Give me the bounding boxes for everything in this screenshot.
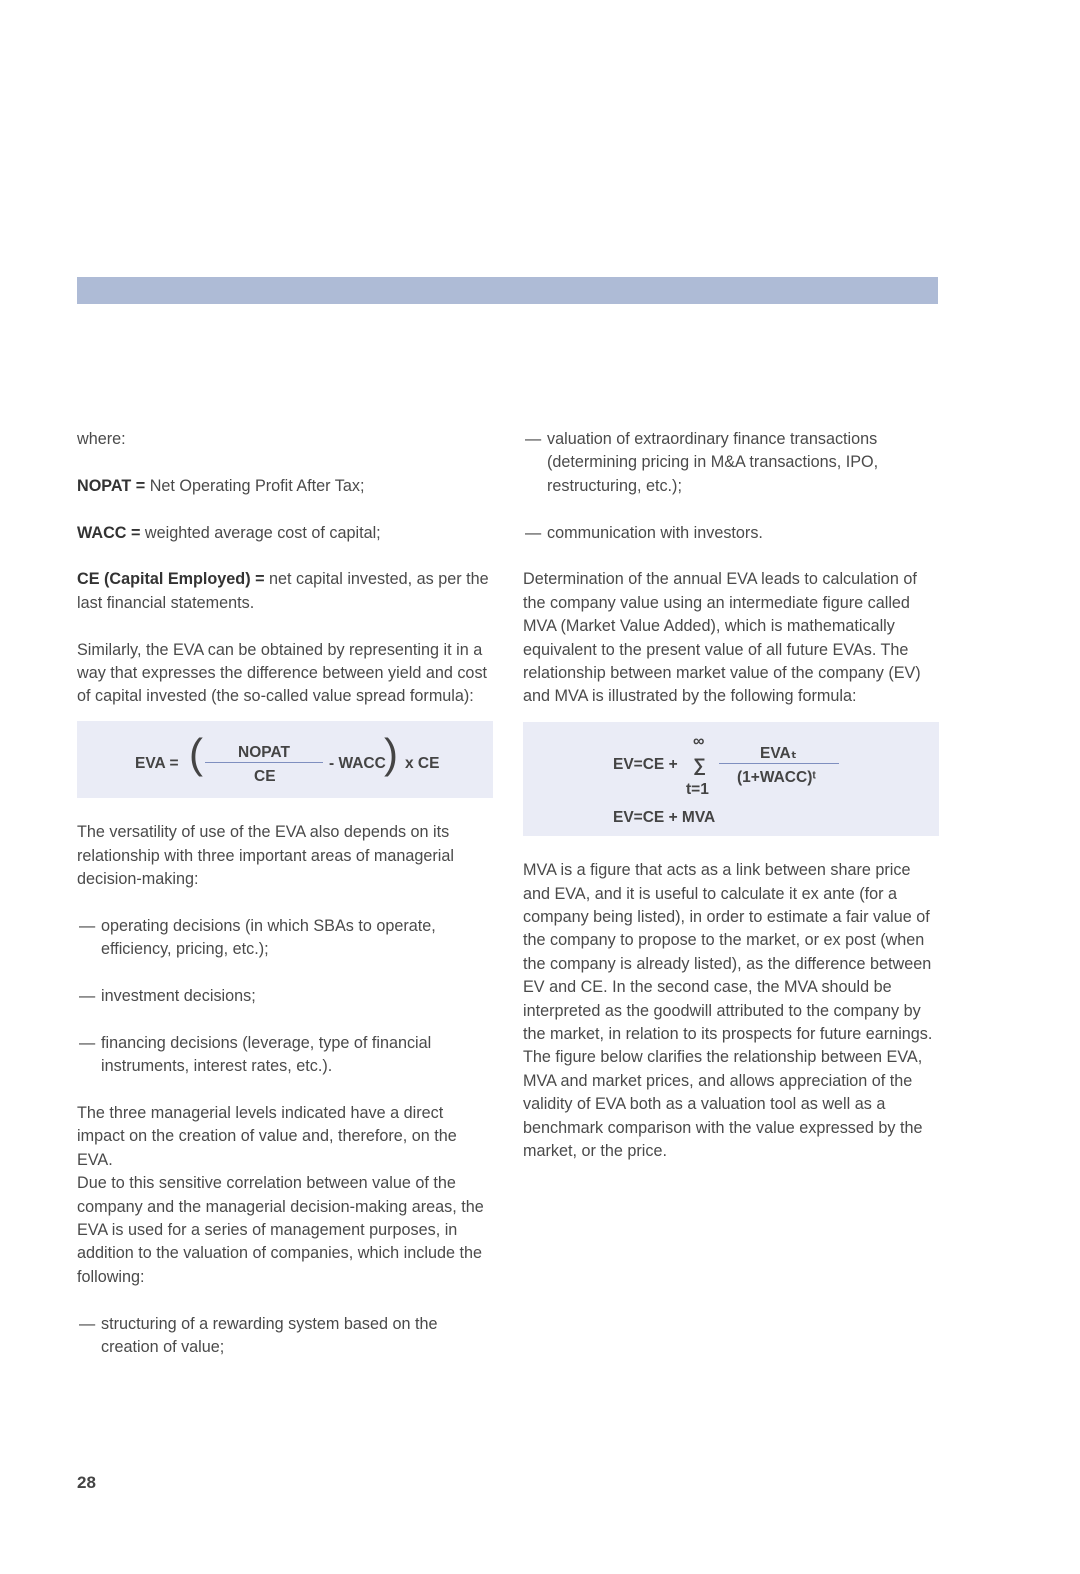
where-label: where:: [77, 430, 126, 448]
list-item-text: structuring of a rewarding system based on the creation of value;: [101, 1314, 438, 1357]
right-column: [523, 428, 939, 1187]
infinity-symbol: ∞: [693, 732, 705, 750]
wacc-def: weighted average cost of capital;: [140, 523, 381, 542]
dash-mark: —: [79, 916, 96, 935]
fraction-line: [719, 763, 839, 765]
eva-formula-box: [77, 721, 493, 798]
list-item-text: operating decisions (in which SBAs to operate, efficiency, pricing, etc.);: [101, 916, 436, 959]
nopat-definition: [77, 475, 493, 498]
dash-mark: —: [79, 1033, 96, 1052]
ce-denominator: CE: [254, 767, 276, 785]
versatility-paragraph: The versatility of use of the EVA also depends on its relationship with three important areas of managerial decision-making:: [77, 823, 455, 889]
dash-mark: —: [79, 1314, 96, 1333]
dash-mark: —: [525, 523, 542, 542]
list-item-text: investment decisions;: [101, 987, 256, 1006]
sigma-symbol: ∑: [693, 754, 706, 775]
due-to-paragraph: Due to this sensitive correlation between value of the company and the managerial decision-making areas, the EVA is used for a series of management purposes, in addition to the valuation of companies, which include the following:: [77, 1174, 484, 1286]
ce-term: CE (Capital Employed) =: [77, 570, 265, 589]
dash-mark: —: [79, 987, 96, 1006]
ev-mva-line: EV=CE + MVA: [613, 808, 716, 826]
determination-paragraph: Determination of the annual EVA leads to calculation of the company value using an intermediate figure called MVA (Market Value Added), which is mathematically equivalent to the present value of all future EVAs. The relationship between market value of the company (EV) and MVA is illustrated by the following formula:: [523, 570, 921, 706]
dash-mark: —: [525, 430, 542, 448]
list-item: [77, 915, 493, 962]
list-item: [523, 428, 939, 498]
list-item-text: financing decisions (leverage, type of financial instruments, interest rates, etc.).: [101, 1033, 432, 1076]
nopat-term: NOPAT =: [77, 476, 146, 495]
discount-denominator: (1+WACC)ᵗ: [737, 768, 816, 786]
eva-label: EVA =: [135, 754, 179, 772]
wacc-definition: [77, 522, 493, 545]
header-band: [77, 277, 938, 304]
list-item-text: valuation of extraordinary finance transactions (determining pricing in M&A transactions, IPO, restructuring, etc.);: [547, 430, 879, 495]
similarly-paragraph: Similarly, the EVA can be obtained by representing it in a way that expresses the difference between yield and cost of capital invested (the so-called value spread formula):: [77, 640, 488, 706]
list-item: [523, 522, 939, 545]
eva-numerator: EVAₜ: [760, 744, 797, 762]
nopat-numerator: NOPAT: [238, 743, 290, 761]
ev-formula-box: [523, 722, 939, 836]
list-item-text: communication with investors.: [547, 523, 763, 542]
fraction-line: [205, 762, 323, 764]
three-levels-paragraph: The three managerial levels indicated have a direct impact on the creation of value and, therefore, on the EVA.: [77, 1104, 457, 1169]
close-paren: ): [384, 729, 398, 777]
wacc-term: WACC =: [77, 523, 141, 542]
nopat-def: Net Operating Profit After Tax;: [145, 476, 365, 495]
ce-definition: [77, 568, 493, 615]
minus-wacc: - WACC: [329, 754, 386, 772]
figure-below-paragraph: The figure below clarifies the relationship between EVA, MVA and market prices, and allows appreciation of the validity of EVA both as a valuation tool as well as a benchmark comparison with the value expressed by the market, or the price.: [523, 1048, 923, 1161]
mva-paragraph: MVA is a figure that acts as a link between share price and EVA, and it is useful to calculate it ex ante (for a company being listed), in order to estimate a fair value of the company to propose to the market, or ex post (when the company is already listed), as the difference between EV and CE. In the second case, the MVA should be interpreted as the goodwill attributed to the company by the market, in relation to its prospects for future earnings.: [523, 861, 933, 1044]
left-column: [77, 428, 493, 1383]
list-item: [77, 985, 493, 1008]
open-paren: (: [189, 729, 203, 777]
ev-lhs: EV=CE +: [613, 755, 678, 773]
page-number: 28: [77, 1473, 96, 1492]
ce-def: net capital invested, as per the last financial statements.: [77, 570, 489, 612]
times-ce: x CE: [405, 754, 440, 772]
list-item: [77, 1032, 493, 1079]
sum-index: t=1: [686, 780, 709, 798]
list-item: [77, 1313, 493, 1360]
